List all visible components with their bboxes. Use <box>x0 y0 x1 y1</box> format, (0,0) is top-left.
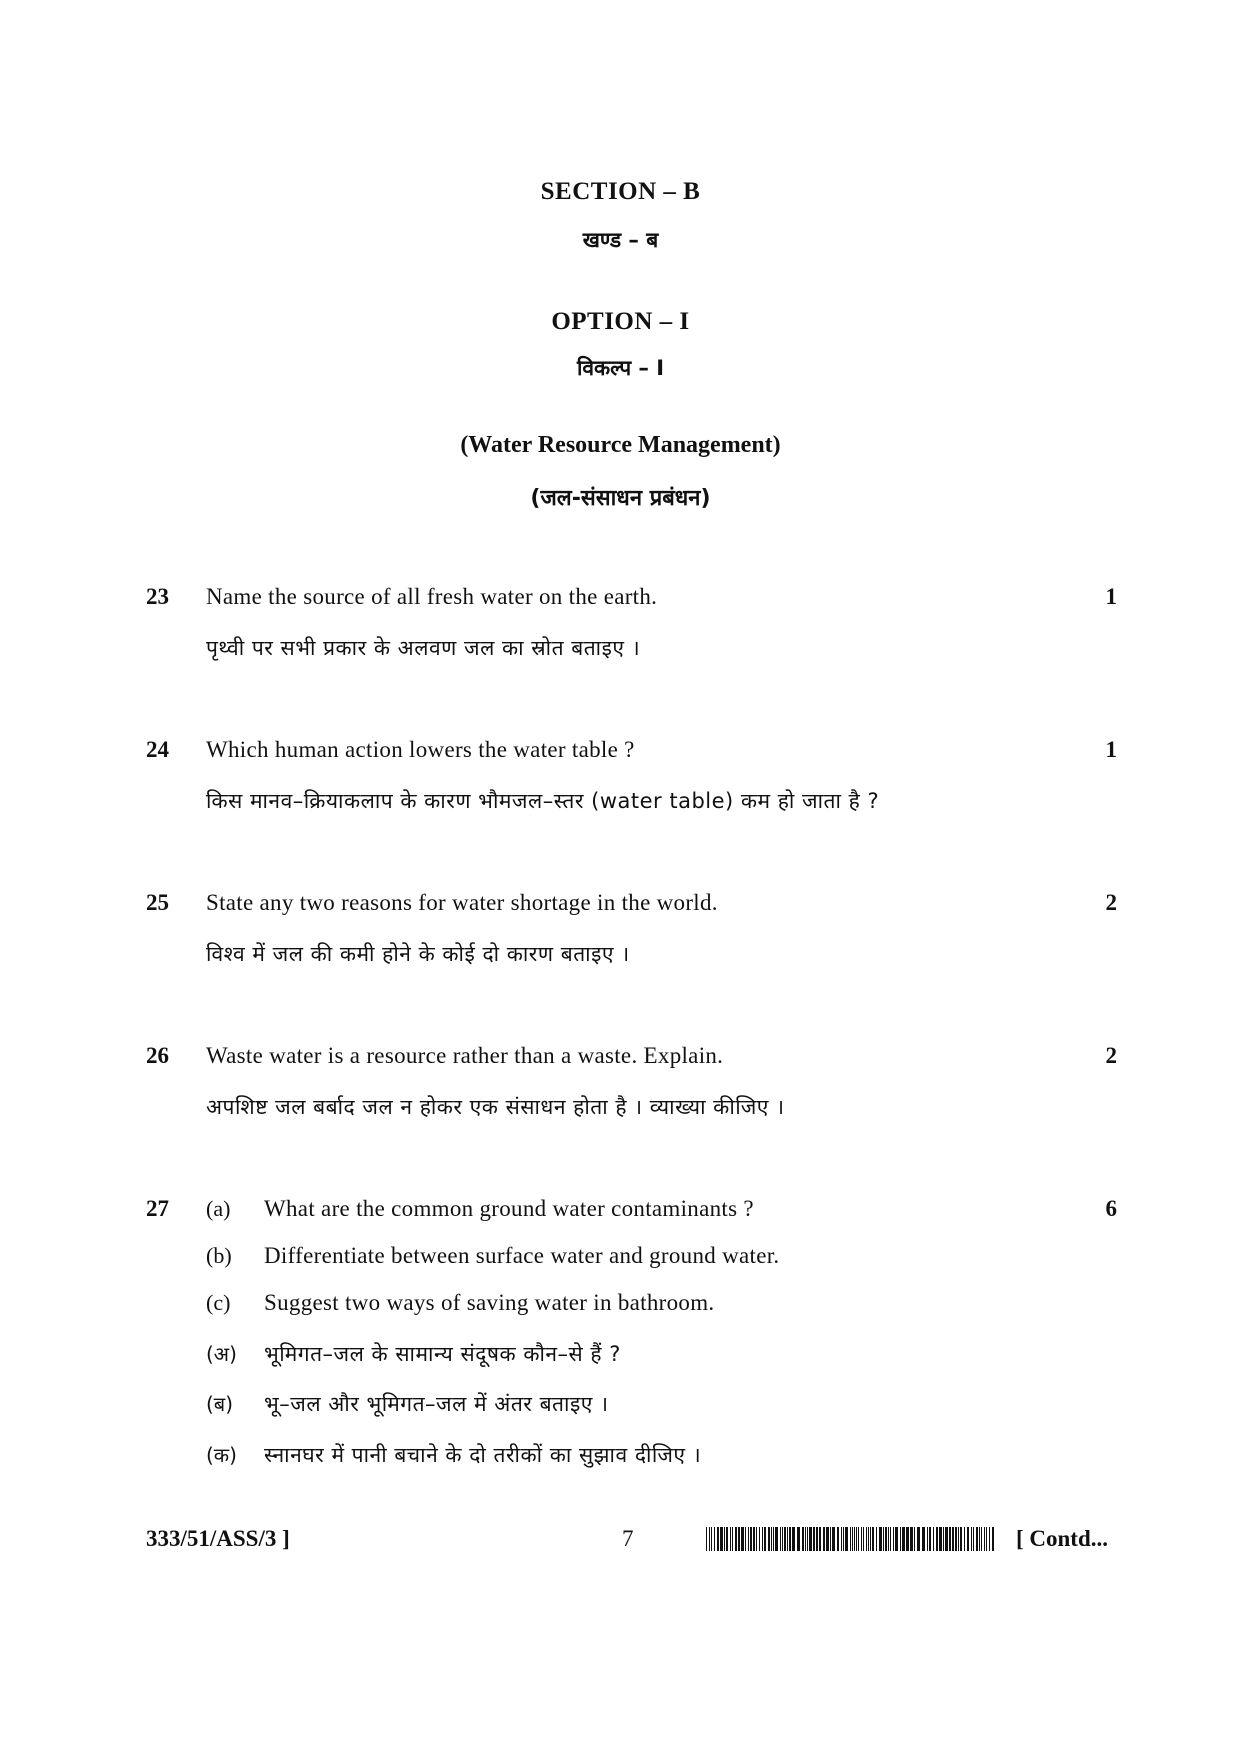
part-label-hindi: (क) <box>206 1443 237 1467</box>
question-marks: 1 <box>1105 584 1117 609</box>
part-label-hindi: (ब) <box>206 1392 234 1416</box>
question-text: State any two reasons for water shortage in the world. <box>206 890 718 915</box>
part-label: (b) <box>206 1243 232 1268</box>
part-text-hindi: भू–जल और भूमिगत–जल में अंतर बताइए । <box>264 1392 609 1416</box>
question-text: Waste water is a resource rather than a waste. Explain. <box>206 1043 724 1068</box>
question-text-hindi: विश्व में जल की कमी होने के कोई दो कारण बताइए । <box>206 942 630 966</box>
question-marks: 1 <box>1105 737 1117 762</box>
question-text: Which human action lowers the water table ? <box>206 737 635 762</box>
topic-title: (Water Resource Management) <box>460 432 781 458</box>
part-label: (c) <box>206 1290 231 1315</box>
question-marks: 6 <box>1105 1196 1117 1221</box>
continued-label: [ Contd... <box>1016 1526 1109 1551</box>
question-number: 26 <box>146 1043 169 1068</box>
part-text-hindi: स्नानघर में पानी बचाने के दो तरीकों का सुझाव दीजिए । <box>264 1443 702 1467</box>
barcode-icon <box>706 1527 996 1551</box>
question-number: 25 <box>146 890 169 915</box>
question-marks: 2 <box>1105 890 1117 915</box>
part-text-hindi: भूमिगत–जल के सामान्य संदूषक कौन–से हैं ? <box>264 1342 621 1366</box>
question-text: Name the source of all fresh water on the earth. <box>206 584 658 609</box>
paper-code: 333/51/ASS/3 ] <box>146 1526 290 1551</box>
section-title-hindi: खण्ड – ब <box>582 228 659 252</box>
question-text-hindi: किस मानव–क्रियाकलाप के कारण भौमजल–स्तर (water table) कम हो जाता है ? <box>206 789 880 813</box>
section-title: SECTION – B <box>540 178 701 205</box>
part-text: Differentiate between surface water and ground water. <box>264 1243 780 1268</box>
question-marks: 2 <box>1105 1043 1117 1068</box>
part-text: Suggest two ways of saving water in bathroom. <box>264 1290 715 1315</box>
question-number: 24 <box>146 737 169 762</box>
part-text: What are the common ground water contaminants ? <box>264 1196 754 1221</box>
question-text-hindi: पृथ्वी पर सभी प्रकार के अलवण जल का स्रोत बताइए । <box>206 636 641 660</box>
part-label-hindi: (अ) <box>206 1342 237 1366</box>
question-number: 27 <box>146 1196 169 1221</box>
option-title: OPTION – I <box>551 308 690 335</box>
topic-title-hindi: (जल-संसाधन प्रबंधन) <box>530 486 711 511</box>
part-label: (a) <box>206 1196 231 1221</box>
question-number: 23 <box>146 584 169 609</box>
page-number: 7 <box>622 1526 634 1551</box>
question-text-hindi: अपशिष्ट जल बर्बाद जल न होकर एक संसाधन होता है । व्याख्या कीजिए । <box>206 1095 785 1119</box>
option-title-hindi: विकल्प – I <box>576 356 665 380</box>
